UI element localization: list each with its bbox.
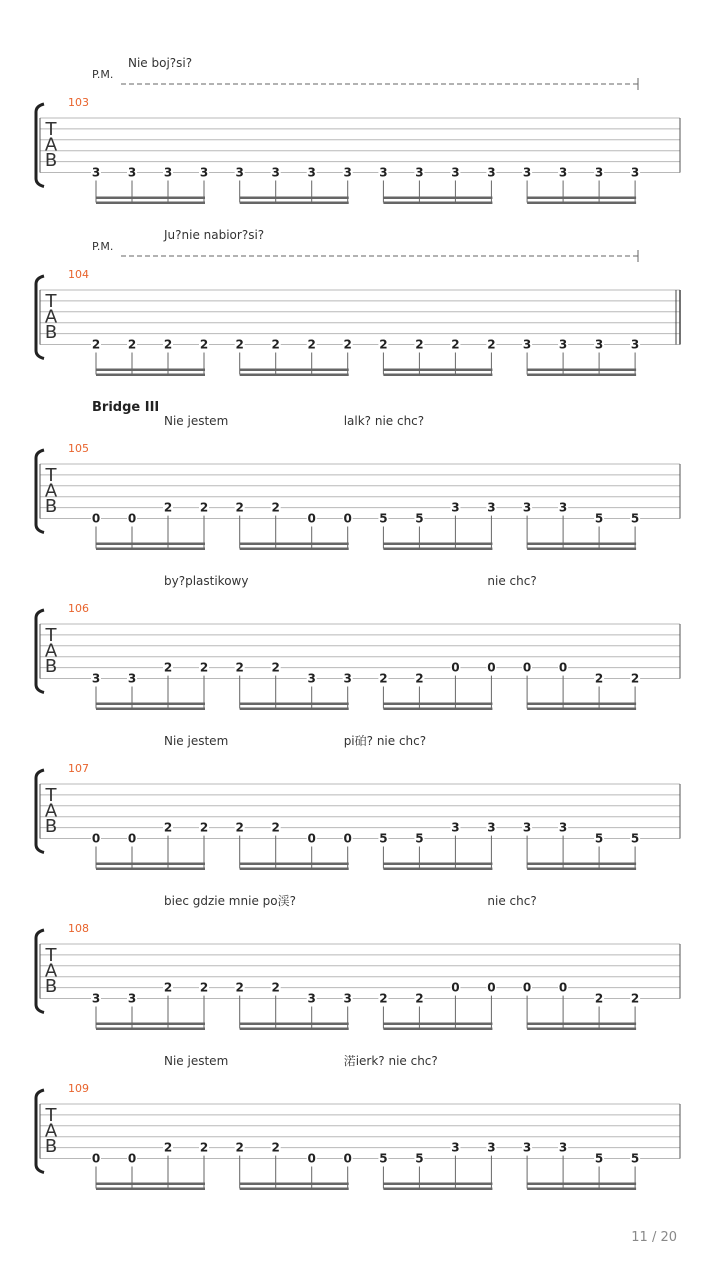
- fret-number: 2: [235, 1140, 244, 1155]
- fret-number: 5: [594, 831, 604, 846]
- fret-number: 0: [487, 980, 496, 995]
- fret-number: 0: [522, 980, 532, 995]
- beam: [96, 202, 205, 205]
- lyric-text: Nie jestem: [164, 734, 229, 748]
- tab-clef-letter: A: [44, 480, 58, 502]
- tab-clef-letter: B: [44, 1136, 58, 1157]
- fret-number: 5: [415, 831, 424, 846]
- fret-number: 5: [415, 511, 424, 526]
- beam: [96, 863, 205, 866]
- fret-number: 3: [594, 337, 604, 352]
- tab-clef-letter: A: [44, 640, 58, 662]
- fret-number: 0: [487, 660, 496, 675]
- lyric-text: pi砶? nie chc?: [343, 734, 427, 748]
- fret-number: 3: [630, 165, 640, 180]
- fret-number: 0: [307, 1151, 316, 1166]
- fret-number: 5: [594, 511, 604, 526]
- fret-number: 2: [271, 337, 280, 352]
- beam: [240, 1188, 349, 1191]
- fret-number: 5: [630, 511, 640, 526]
- fret-number: 2: [415, 671, 424, 686]
- fret-number: 0: [127, 831, 137, 846]
- fret-number: 2: [630, 991, 640, 1006]
- lyric-text: Nie jestem: [164, 1054, 229, 1068]
- beam: [240, 374, 349, 377]
- fret-number: 2: [235, 660, 244, 675]
- fret-number: 2: [271, 1140, 280, 1155]
- fret-number: 0: [558, 660, 568, 675]
- beam: [240, 868, 349, 871]
- fret-number: 2: [163, 660, 173, 675]
- beam: [527, 202, 636, 205]
- lyric-text: by?plastikowy: [164, 574, 249, 588]
- beam: [383, 868, 492, 871]
- fret-number: 3: [522, 337, 532, 352]
- beam: [383, 1028, 492, 1031]
- fret-number: 3: [379, 165, 388, 180]
- fret-number: 2: [163, 337, 173, 352]
- beam: [240, 863, 349, 866]
- beam: [383, 543, 492, 546]
- beam: [527, 548, 636, 551]
- fret-number: 2: [199, 337, 209, 352]
- fret-number: 3: [451, 820, 460, 835]
- fret-number: 3: [127, 671, 137, 686]
- fret-number: 0: [307, 831, 316, 846]
- fret-number: 0: [451, 660, 460, 675]
- palm-mute-label: P.M.: [92, 240, 114, 253]
- tab-clef-letter: A: [44, 306, 58, 328]
- beam: [383, 202, 492, 205]
- fret-number: 2: [163, 820, 173, 835]
- fret-number: 3: [451, 165, 460, 180]
- tab-clef-letter: T: [45, 1105, 57, 1126]
- beam: [527, 1023, 636, 1026]
- fret-number: 3: [343, 991, 352, 1006]
- lyric-text: Nie jestem: [164, 414, 229, 428]
- palm-mute-label: P.M.: [92, 68, 114, 81]
- fret-number: 0: [343, 831, 352, 846]
- fret-number: 2: [271, 820, 280, 835]
- fret-number: 0: [343, 1151, 352, 1166]
- fret-number: 0: [558, 980, 568, 995]
- fret-number: 0: [307, 511, 316, 526]
- measure-number: 104: [68, 268, 89, 281]
- fret-number: 5: [594, 1151, 604, 1166]
- tab-clef-letter: B: [44, 496, 58, 517]
- beam: [383, 863, 492, 866]
- fret-number: 0: [127, 511, 137, 526]
- measure-number: 105: [68, 442, 89, 455]
- fret-number: 2: [487, 337, 496, 352]
- fret-number: 3: [91, 671, 101, 686]
- page-number: 11 / 20: [631, 1230, 677, 1245]
- fret-number: 0: [127, 1151, 137, 1166]
- fret-number: 2: [594, 991, 604, 1006]
- beam: [96, 374, 205, 377]
- tab-clef-letter: T: [45, 625, 57, 646]
- fret-number: 5: [630, 831, 640, 846]
- fret-number: 3: [235, 165, 244, 180]
- fret-number: 3: [558, 500, 568, 515]
- measure-number: 106: [68, 602, 89, 615]
- fret-number: 2: [379, 991, 388, 1006]
- fret-number: 2: [630, 671, 640, 686]
- fret-number: 0: [91, 511, 101, 526]
- fret-number: 2: [163, 500, 173, 515]
- beam: [96, 1188, 205, 1191]
- tab-clef-letter: T: [45, 119, 57, 140]
- beam: [383, 703, 492, 706]
- fret-number: 3: [307, 165, 316, 180]
- fret-number: 2: [307, 337, 316, 352]
- beam: [383, 374, 492, 377]
- fret-number: 2: [199, 660, 209, 675]
- beam: [240, 543, 349, 546]
- fret-number: 2: [271, 660, 280, 675]
- fret-number: 3: [307, 991, 316, 1006]
- beam: [96, 543, 205, 546]
- fret-number: 5: [379, 831, 388, 846]
- lyric-text: biec gdzie mnie po渓?: [164, 894, 296, 908]
- tab-clef-letter: A: [44, 960, 58, 982]
- tab-clef-letter: B: [44, 656, 58, 677]
- beam: [383, 708, 492, 711]
- fret-number: 3: [558, 337, 568, 352]
- fret-number: 3: [487, 165, 496, 180]
- fret-number: 3: [91, 165, 101, 180]
- fret-number: 3: [487, 500, 496, 515]
- tab-clef-letter: A: [44, 134, 58, 156]
- tab-clef-letter: T: [45, 291, 57, 312]
- beam: [527, 708, 636, 711]
- fret-number: 3: [522, 165, 532, 180]
- beam: [96, 708, 205, 711]
- beam: [527, 543, 636, 546]
- tab-clef-letter: A: [44, 800, 58, 822]
- tab-clef-letter: T: [45, 785, 57, 806]
- fret-number: 2: [163, 980, 173, 995]
- beam: [527, 374, 636, 377]
- beam: [240, 369, 349, 372]
- beam: [240, 202, 349, 205]
- fret-number: 2: [235, 337, 244, 352]
- fret-number: 2: [163, 1140, 173, 1155]
- beam: [240, 548, 349, 551]
- fret-number: 2: [127, 337, 137, 352]
- fret-number: 0: [343, 511, 352, 526]
- fret-number: 3: [307, 671, 316, 686]
- fret-number: 2: [415, 991, 424, 1006]
- beam: [527, 1188, 636, 1191]
- tab-clef-letter: B: [44, 976, 58, 997]
- fret-number: 0: [91, 1151, 101, 1166]
- fret-number: 3: [199, 165, 209, 180]
- fret-number: 0: [451, 980, 460, 995]
- beam: [96, 703, 205, 706]
- lyric-text: lalk? nie chc?: [343, 414, 425, 428]
- beam: [383, 1023, 492, 1026]
- fret-number: 2: [235, 500, 244, 515]
- lyric-text: 渃ierk? nie chc?: [343, 1054, 438, 1068]
- beam: [527, 369, 636, 372]
- fret-number: 3: [451, 500, 460, 515]
- tab-clef-letter: A: [44, 1120, 58, 1142]
- beam: [240, 1183, 349, 1186]
- fret-number: 3: [127, 165, 137, 180]
- fret-number: 2: [235, 820, 244, 835]
- tab-clef-letter: B: [44, 322, 58, 343]
- lyric-text: Ju?nie nabior?si?: [164, 228, 265, 242]
- measure-number: 107: [68, 762, 89, 775]
- fret-number: 3: [163, 165, 173, 180]
- beam: [527, 863, 636, 866]
- fret-number: 0: [522, 660, 532, 675]
- fret-number: 2: [199, 820, 209, 835]
- fret-number: 2: [343, 337, 352, 352]
- fret-number: 2: [235, 980, 244, 995]
- tab-clef-letter: T: [45, 465, 57, 486]
- fret-number: 3: [594, 165, 604, 180]
- beam: [96, 369, 205, 372]
- fret-number: 3: [522, 500, 532, 515]
- fret-number: 3: [127, 991, 137, 1006]
- fret-number: 5: [379, 511, 388, 526]
- fret-number: 2: [415, 337, 424, 352]
- fret-number: 2: [199, 980, 209, 995]
- lyric-text: Nie boj?si?: [128, 56, 193, 70]
- beam: [96, 197, 205, 200]
- fret-number: 3: [91, 991, 101, 1006]
- fret-number: 3: [558, 820, 568, 835]
- beam: [383, 548, 492, 551]
- fret-number: 2: [199, 1140, 209, 1155]
- fret-number: 5: [415, 1151, 424, 1166]
- fret-number: 3: [487, 1140, 496, 1155]
- beam: [527, 1028, 636, 1031]
- beam: [96, 1028, 205, 1031]
- lyric-text: nie chc?: [487, 894, 537, 908]
- tab-clef-letter: T: [45, 945, 57, 966]
- fret-number: 5: [379, 1151, 388, 1166]
- beam: [527, 868, 636, 871]
- tab-clef-letter: B: [44, 816, 58, 837]
- beam: [240, 197, 349, 200]
- beam: [383, 197, 492, 200]
- beam: [96, 868, 205, 871]
- fret-number: 3: [343, 165, 352, 180]
- beam: [96, 1023, 205, 1026]
- beam: [96, 548, 205, 551]
- measure-number: 108: [68, 922, 89, 935]
- beam: [240, 1023, 349, 1026]
- beam: [383, 1188, 492, 1191]
- fret-number: 0: [91, 831, 101, 846]
- fret-number: 2: [199, 500, 209, 515]
- fret-number: 3: [630, 337, 640, 352]
- tab-clef-letter: B: [44, 150, 58, 171]
- fret-number: 2: [379, 337, 388, 352]
- fret-number: 3: [558, 165, 568, 180]
- fret-number: 3: [343, 671, 352, 686]
- beam: [240, 1028, 349, 1031]
- fret-number: 3: [558, 1140, 568, 1155]
- beam: [383, 1183, 492, 1186]
- fret-number: 2: [271, 500, 280, 515]
- beam: [383, 369, 492, 372]
- fret-number: 2: [379, 671, 388, 686]
- beam: [527, 197, 636, 200]
- fret-number: 5: [630, 1151, 640, 1166]
- beam: [240, 708, 349, 711]
- beam: [96, 1183, 205, 1186]
- measure-number: 109: [68, 1082, 89, 1095]
- fret-number: 3: [522, 1140, 532, 1155]
- beam: [527, 703, 636, 706]
- measure-number: 103: [68, 96, 89, 109]
- lyric-text: nie chc?: [487, 574, 537, 588]
- fret-number: 3: [522, 820, 532, 835]
- fret-number: 3: [487, 820, 496, 835]
- fret-number: 3: [271, 165, 280, 180]
- fret-number: 2: [451, 337, 460, 352]
- fret-number: 3: [415, 165, 424, 180]
- fret-number: 2: [91, 337, 101, 352]
- fret-number: 2: [271, 980, 280, 995]
- section-label: Bridge III: [92, 400, 160, 415]
- fret-number: 3: [451, 1140, 460, 1155]
- fret-number: 2: [594, 671, 604, 686]
- beam: [240, 703, 349, 706]
- beam: [527, 1183, 636, 1186]
